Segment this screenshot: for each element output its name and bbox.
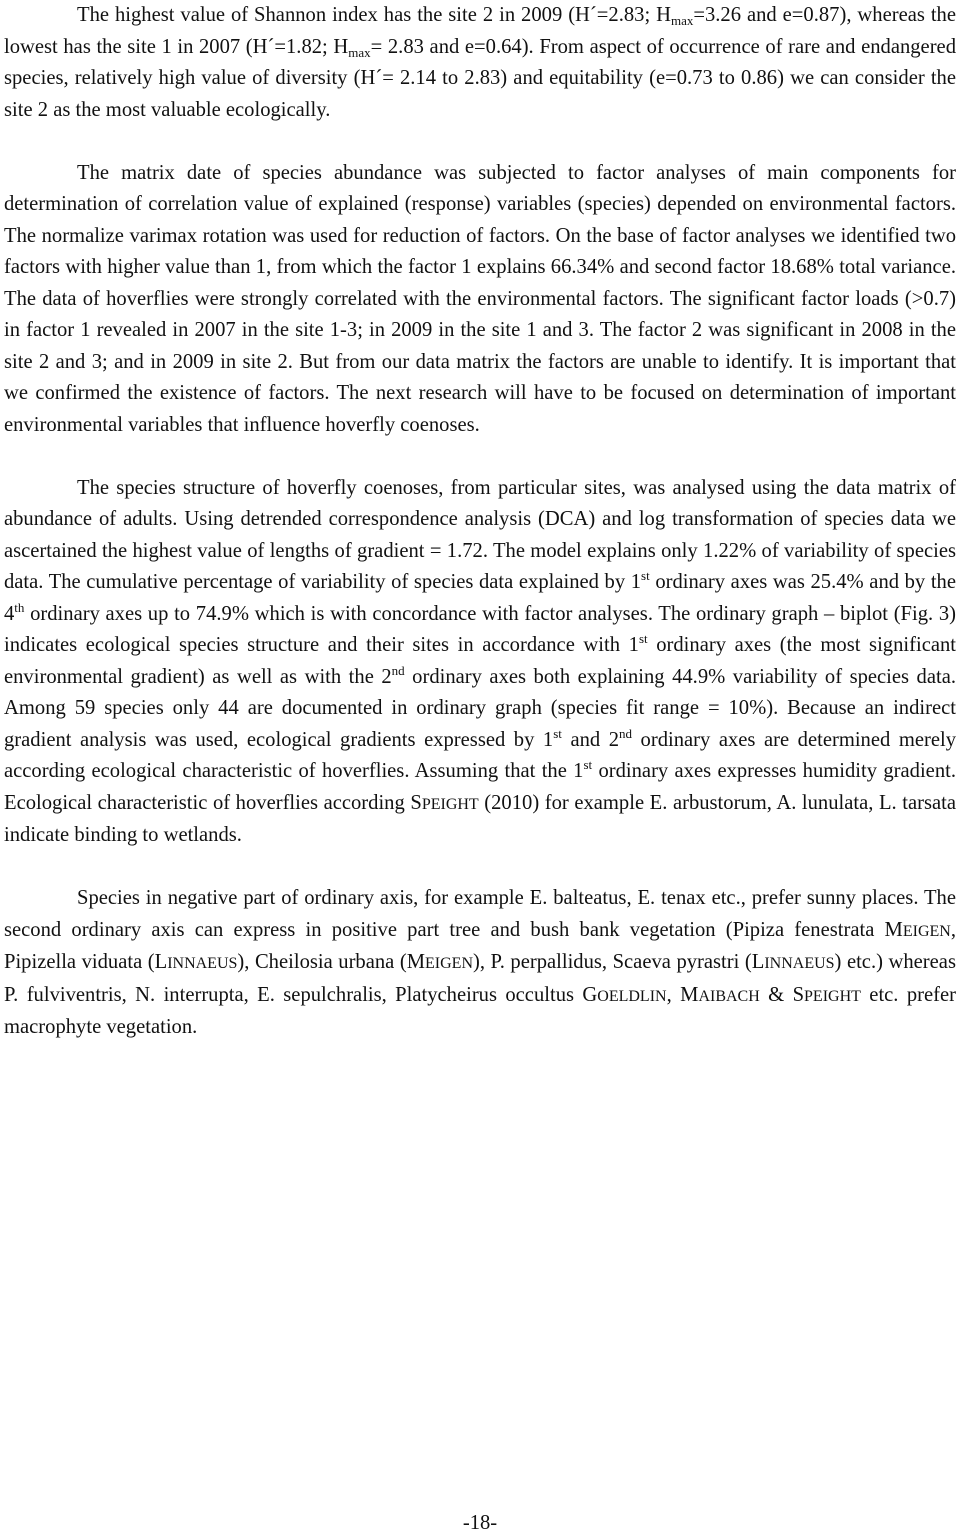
- superscript: th: [14, 599, 25, 615]
- text-run: , Pipizella viduata (L: [4, 918, 956, 973]
- text-run: =3.26 and e=0.87), whereas the lowest has the site 1 in 2007 (H´=1.82; H: [4, 4, 956, 58]
- paragraph-species-structure: [4, 473, 956, 852]
- paragraph-gap: [4, 441, 956, 473]
- small-caps-author: EIGEN: [902, 922, 951, 940]
- small-caps-author: INNAEUS: [167, 955, 238, 972]
- page-number: -18-: [462, 1512, 498, 1534]
- superscript: st: [583, 757, 593, 772]
- text-run: & S: [759, 983, 805, 1006]
- page-body: [4, 0, 956, 1044]
- text-run: ordinary axes up to 74.9% which is with concordance with factor analyses. The ordinary graph – biplot (Fig. 3) indicates ecological species structure and their sites in accordance with 1: [4, 602, 956, 656]
- small-caps-author: PEIGHT: [804, 987, 861, 1005]
- text-run: = 2.83 and e=0.64). From aspect of occurrence of rare and endangered species, relatively high value of diversity (H´= 2.14 to 2.83) and equitability (e=0.73 to 0.86) we can consider the site 2 as the most valuable ecologically.: [4, 35, 956, 121]
- text-run: etc. prefer macrophyte vegetation.: [4, 983, 956, 1038]
- subscript: max: [670, 13, 694, 28]
- text-run: The species structure of hoverfly coenoses, from particular sites, was analysed using the data matrix of abundance of adults. Using detrended correspondence analysis (DCA) and log transformation of species data we ascertained the highest value of lengths of gradient = 1.72. The model explains only 1.22% of variability of species data. The cumulative percentage of variability of species data explained by 1: [4, 476, 956, 593]
- paragraph-diversity: [4, 0, 956, 126]
- paragraph-ordinary-axis: [4, 883, 956, 1044]
- text-run: ordinary axes was 25.4% and by the 4: [4, 571, 956, 625]
- text-run: ordinary axes (the most significant environmental gradient) as well as with the 2: [4, 634, 956, 688]
- text-run: ordinary axes are determined merely according ecological characteristic of hoverflies. Assuming that the 1: [4, 728, 957, 782]
- superscript: st: [641, 568, 650, 583]
- superscript: st: [553, 725, 562, 741]
- small-caps-author: PEIGHT: [421, 795, 479, 813]
- text-run: (2010) for example E. arbustorum, A. lunulata, L. tarsata indicate binding to wetlands.: [4, 791, 957, 846]
- text-run: Species in negative part of ordinary axis, for example E. balteatus, E. tenax etc., prefer sunny places. The second ordinary axis can express in positive part tree and bush bank vegetation (Pipiza fenestrata M: [4, 887, 956, 941]
- text-run: ordinary axes expresses humidity gradient. Ecological characteristic of hoverflies according S: [4, 760, 956, 814]
- subscript: max: [348, 44, 371, 60]
- text-run: ) etc.) whereas P. fulviventris, N. interrupta, E. sepulchralis, Platycheirus occultus G: [4, 951, 956, 1006]
- small-caps-author: AIBACH: [698, 987, 760, 1005]
- paragraph-gap: [4, 852, 956, 884]
- text-run: ), P. perpallidus, Scaeva pyrastri (L: [473, 951, 765, 973]
- paragraph-factor-analysis: The matrix date of species abundance was subjected to factor analyses of main components for determination of correlation value of explained (response) variables (species) depended on environmental factors. The normalize varimax rotation was used for reduction of factors. On the base of factor analyses we identified two factors with higher value than 1, from which the factor 1 explains 66.34% and second factor 18.68% total variance. The data of hoverflies were strongly correlated with the environmental factors. The significant factor loads (>0.7) in factor 1 revealed in 2007 in the site 1-3; in 2009 in the site 1 and 3. The factor 2 was significant in 2008 in the site 2 and 3; and in 2009 in site 2. But from our data matrix the factors are unable to identify. It is important that we confirmed the existence of factors. The next research will have to be focused on determination of important environmental variables that influence hoverfly coenoses.: [4, 161, 956, 436]
- superscript: nd: [619, 725, 633, 741]
- text-run: ordinary axes both explaining 44.9% variability of species data. Among 59 species only 44 are documented in ordinary graph (species fit range = 10%). Because an indirect gradient analysis was used, ecological gradients expressed by 1: [4, 665, 957, 751]
- text-run: The highest value of Shannon index has the site 2 in 2009 (H´=2.83; H: [77, 4, 671, 26]
- small-caps-author: EIGEN: [425, 955, 473, 972]
- text-run: and 2: [561, 728, 620, 751]
- superscript: st: [638, 631, 648, 646]
- small-caps-author: OELDLIN: [597, 987, 667, 1005]
- text-run: , M: [666, 983, 699, 1006]
- paragraph-gap: [4, 126, 956, 158]
- small-caps-author: INNAEUS: [764, 955, 835, 972]
- text-run: ), Cheilosia urbana (M: [237, 951, 426, 973]
- superscript: nd: [391, 662, 405, 678]
